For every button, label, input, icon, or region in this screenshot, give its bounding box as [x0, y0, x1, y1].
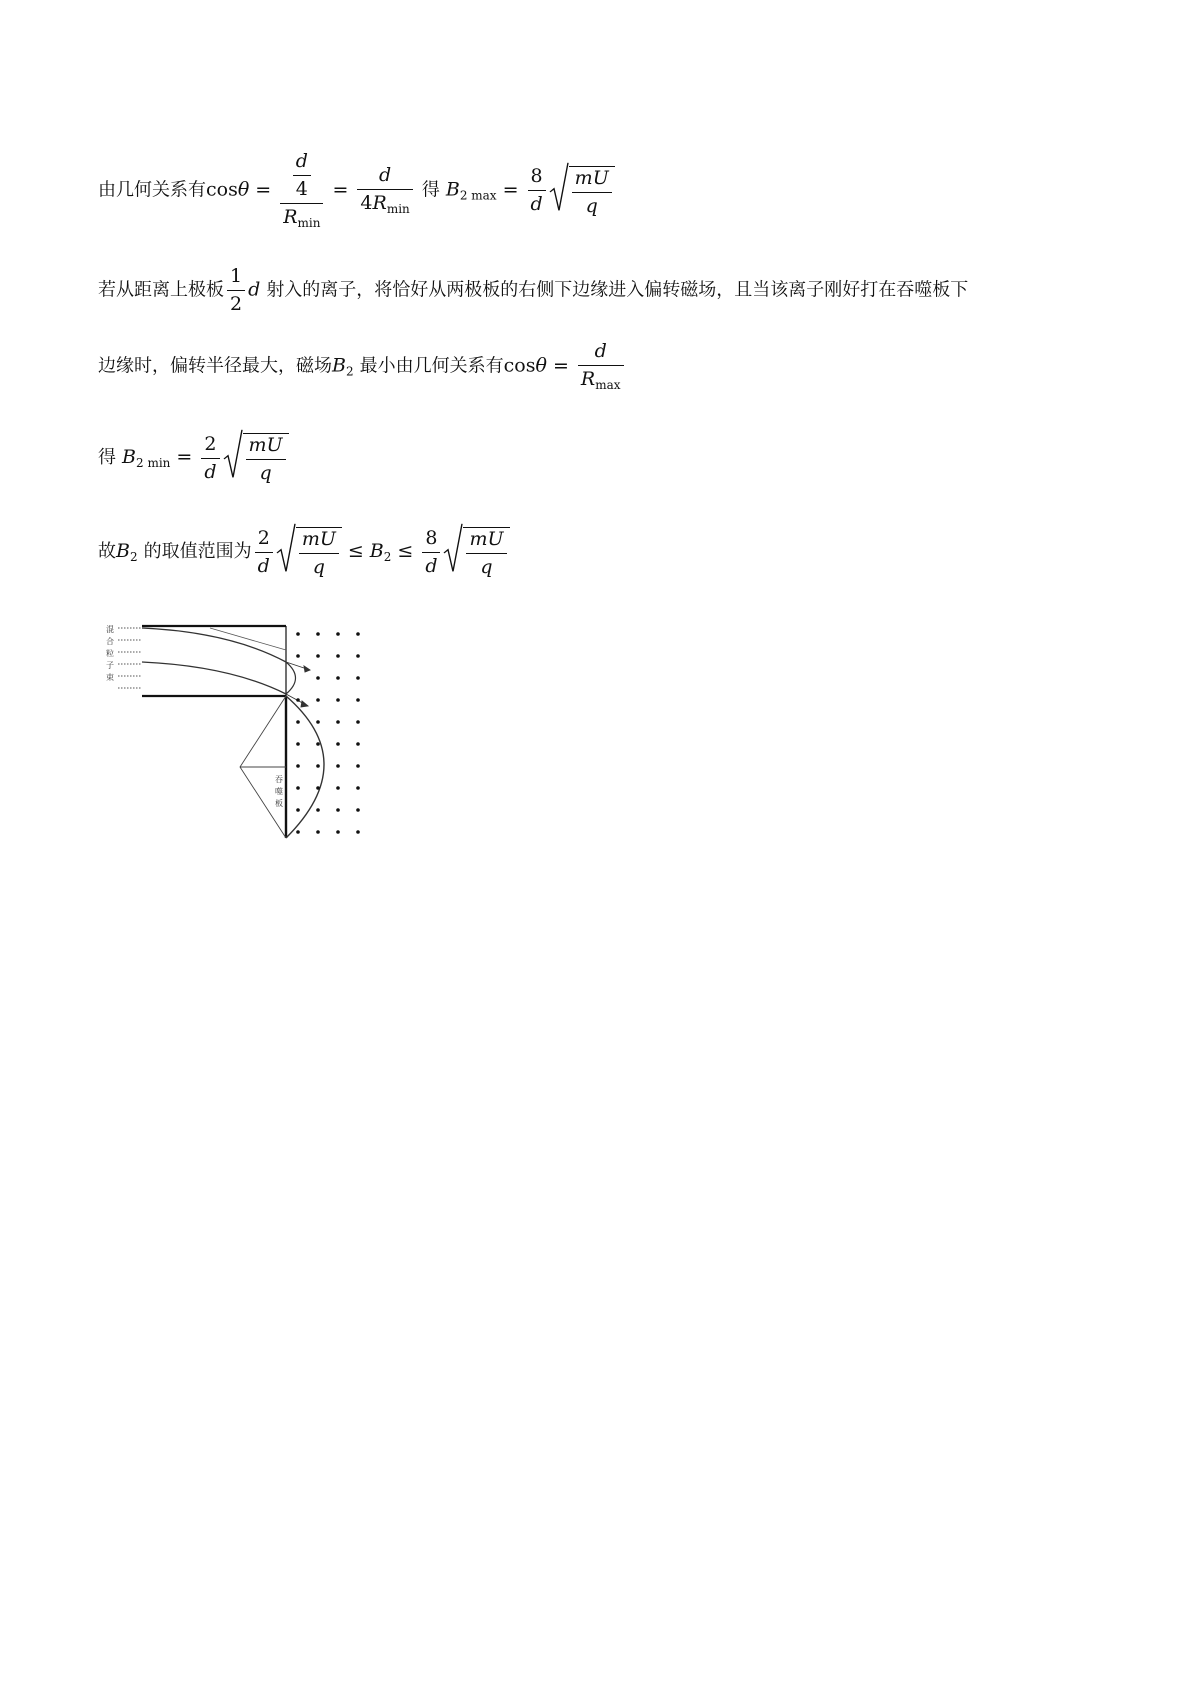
square-root: [223, 433, 289, 483]
fraction: [227, 267, 245, 314]
cos: cos: [206, 178, 238, 201]
equals: =: [332, 178, 349, 201]
subscript: max: [595, 378, 621, 392]
square-root: [549, 166, 615, 216]
plate-label-char: 噬: [275, 787, 283, 796]
plate-label-char: 吞: [275, 775, 283, 784]
subscript: min: [386, 202, 410, 216]
equation-line-4: [98, 433, 289, 483]
beam-label-char: 子: [106, 661, 114, 670]
R: R: [580, 368, 596, 390]
numerator: mU: [299, 530, 339, 554]
less-equal: ≤: [347, 540, 364, 562]
denominator: q: [312, 556, 325, 578]
particle-beam-lines: [118, 628, 142, 688]
equals: =: [176, 446, 193, 468]
plate-label-char: 板: [275, 799, 283, 808]
radical-sign: [276, 523, 296, 573]
numerator: mU: [572, 169, 612, 193]
text: 由几何关系有: [98, 179, 206, 201]
B: B: [369, 540, 384, 562]
radical-sign: [443, 523, 463, 573]
fraction: [528, 167, 546, 214]
fraction: [578, 342, 624, 391]
d: d: [248, 278, 261, 301]
denominator: 2: [230, 293, 243, 315]
numerator: 1: [227, 267, 245, 291]
B: B: [122, 446, 137, 468]
B: B: [445, 178, 460, 201]
R: R: [372, 192, 387, 214]
arc-small: [286, 662, 296, 694]
denominator: d: [257, 554, 270, 577]
numerator: 8: [422, 529, 440, 553]
trajectory-upper: [142, 628, 286, 662]
B: B: [116, 540, 130, 562]
denominator: d: [425, 554, 438, 577]
beam-label-char: 粒: [106, 649, 114, 658]
text: 得: [421, 179, 440, 201]
text: 的取值范围为: [143, 541, 252, 562]
denominator: q: [585, 194, 598, 217]
square-root: [443, 527, 509, 577]
fraction: [255, 526, 273, 577]
beam-label-char: 合: [106, 637, 114, 646]
text: 边缘时，偏转半径最大，磁场: [98, 355, 332, 377]
physics-diagram: [100, 622, 370, 844]
square-root: [276, 527, 342, 577]
trajectory-middle: [142, 662, 286, 694]
fraction: [422, 526, 440, 577]
numerator: mU: [246, 436, 286, 460]
subscript: 2: [383, 550, 392, 564]
coef: 4: [360, 192, 373, 214]
numerator: mU: [466, 530, 506, 554]
numerator: 2: [201, 435, 219, 459]
less-equal: ≤: [397, 540, 414, 562]
beam-label-char: 束: [106, 673, 114, 682]
denominator: 4: [295, 178, 308, 200]
denominator: d: [530, 193, 543, 215]
fraction: [357, 166, 412, 215]
subscript: 2: [345, 364, 354, 379]
equals: =: [552, 354, 569, 377]
equation-line-1: [98, 152, 615, 229]
numerator: 8: [528, 167, 546, 191]
denominator: d: [204, 460, 217, 483]
denominator: q: [480, 556, 493, 578]
beam-label-char: 混: [106, 625, 114, 634]
subscript: 2 min: [136, 456, 171, 470]
subscript: 2 max: [459, 188, 497, 203]
B: B: [332, 354, 346, 377]
numerator: 2: [255, 529, 273, 553]
text: 得: [98, 447, 116, 468]
subscript: 2: [129, 550, 138, 564]
R: R: [283, 206, 298, 228]
fraction: [201, 432, 219, 483]
fraction: [280, 152, 323, 229]
denominator: q: [259, 462, 272, 484]
text: 若从距离上极板: [98, 279, 224, 301]
equals: =: [255, 178, 272, 201]
subscript: min: [297, 216, 321, 230]
theta: θ: [535, 354, 547, 377]
radical-sign: [223, 429, 243, 479]
text: 故: [98, 541, 116, 562]
theta: θ: [237, 178, 250, 201]
magnetic-field-dots: [296, 632, 360, 834]
numerator: d: [357, 166, 412, 190]
equation-line-5: [98, 527, 510, 577]
text-line-3: [98, 342, 627, 391]
text: 射入的离子，将恰好从两极板的右侧下边缘进入偏转磁场，且当该离子刚好打在吞噬板下: [266, 279, 969, 301]
radical-sign: [549, 162, 569, 212]
numerator: d: [578, 342, 624, 366]
text-line-2: [98, 267, 968, 314]
text: 最小由几何关系有: [359, 355, 504, 377]
cos: cos: [503, 354, 536, 377]
numerator: d: [293, 152, 311, 176]
equals: =: [502, 178, 519, 201]
